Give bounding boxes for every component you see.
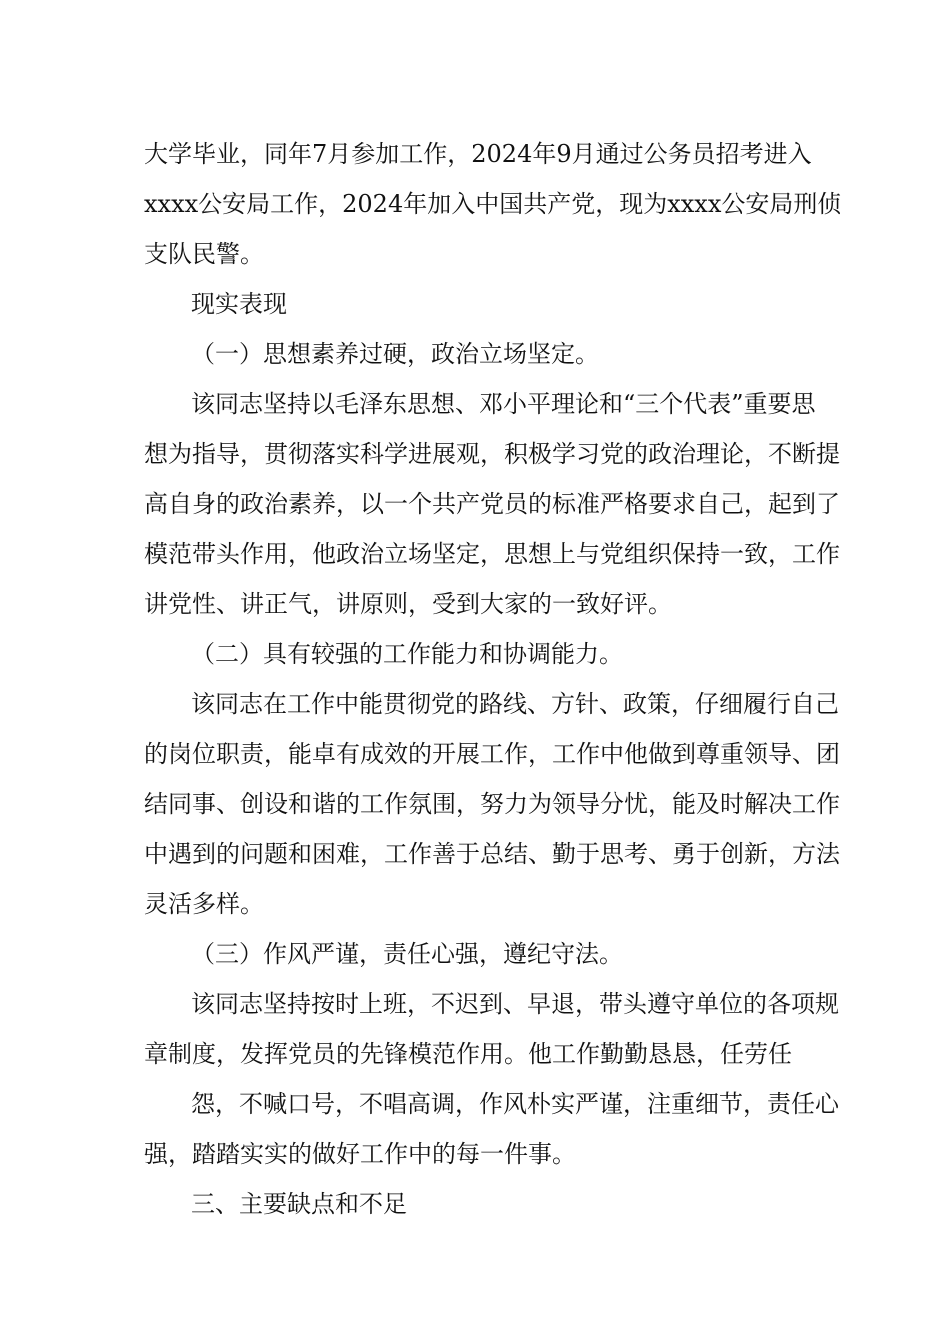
paragraph-line: 该同志坚持以毛泽东思想、邓小平理论和“三个代表”重要思 [191, 390, 816, 418]
paragraph-line: 章制度，发挥党员的先锋模范作用。他工作勤勤恳恳，任劳任 [144, 1040, 792, 1068]
paragraph-line: 中遇到的问题和困难，工作善于总结、勤于思考、勇于创新，方法 [144, 840, 840, 868]
paragraph-line: 高自身的政治素养，以一个共产党员的标准严格要求自己，起到了 [144, 490, 840, 518]
paragraph-line: 结同事、创设和谐的工作氛围，努力为领导分忧，能及时解决工作 [144, 790, 840, 818]
section-heading: 三、主要缺点和不足 [191, 1190, 407, 1218]
paragraph-line: 强，踏踏实实的做好工作中的每一件事。 [144, 1140, 576, 1168]
paragraph-line: 怨，不喊口号，不唱高调，作风朴实严谨，注重细节，责任心 [191, 1090, 839, 1118]
paragraph-line: 该同志坚持按时上班，不迟到、早退，带头遵守单位的各项规 [191, 990, 839, 1018]
paragraph-line: 讲党性、讲正气，讲原则，受到大家的一致好评。 [144, 590, 672, 618]
subsection-heading: （二）具有较强的工作能力和协调能力。 [191, 640, 623, 668]
paragraph-line: 支队民警。 [144, 240, 264, 268]
paragraph-line: 该同志在工作中能贯彻党的路线、方针、政策，仔细履行自己 [191, 690, 839, 718]
subsection-heading: （三）作风严谨，责任心强，遵纪守法。 [191, 940, 623, 968]
paragraph-line: 灵活多样。 [144, 890, 264, 918]
paragraph-line: xxxx公安局工作，2024年加入中国共产党，现为xxxx公安局刑侦 [144, 190, 842, 218]
section-heading: 现实表现 [191, 290, 287, 318]
paragraph-line: 大学毕业，同年7月参加工作，2024年9月通过公务员招考进入 [144, 140, 812, 168]
paragraph-line: 模范带头作用，他政治立场坚定，思想上与党组织保持一致，工作 [144, 540, 840, 568]
paragraph-line: 的岗位职责，能卓有成效的开展工作，工作中他做到尊重领导、团 [144, 740, 840, 768]
paragraph-line: 想为指导，贯彻落实科学进展观，积极学习党的政治理论，不断提 [144, 440, 840, 468]
subsection-heading: （一）思想素养过硬，政治立场坚定。 [191, 340, 599, 368]
